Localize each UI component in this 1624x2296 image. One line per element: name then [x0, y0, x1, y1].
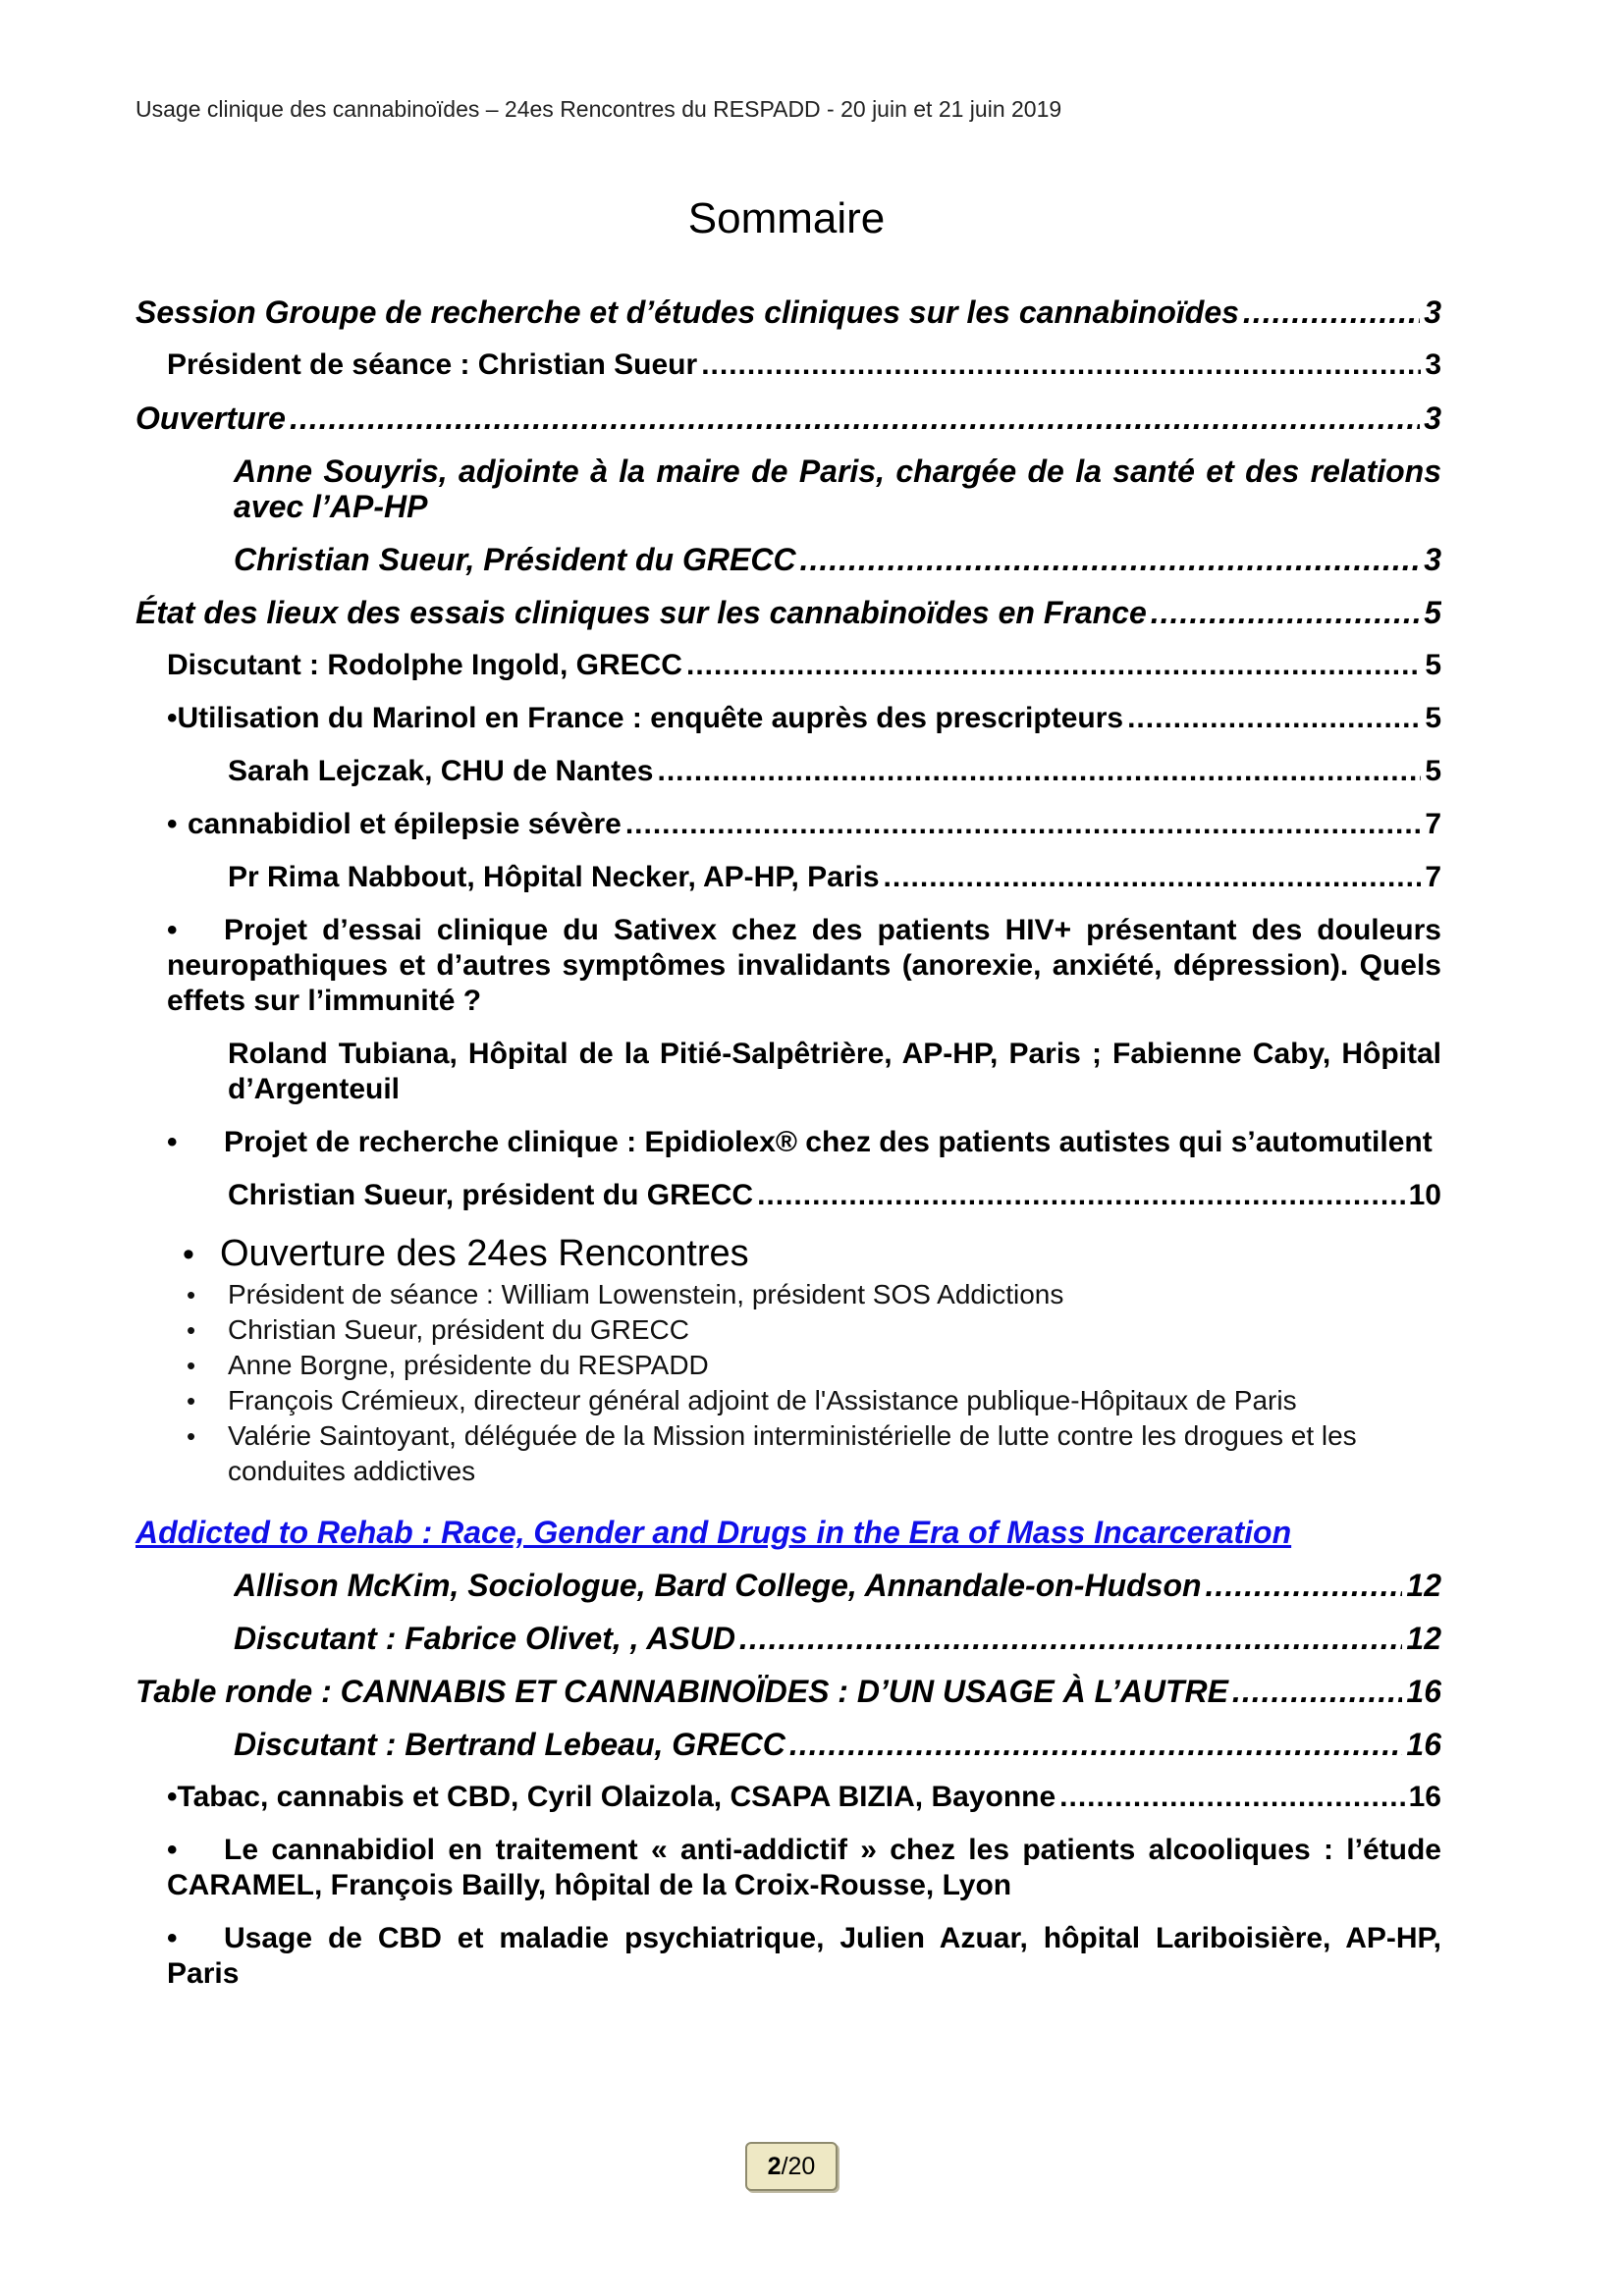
toc-entry[interactable]: Pr Rima Nabbout, Hôpital Necker, AP-HP, Paris ..... 7 [228, 860, 1441, 895]
toc-entry[interactable]: Roland Tubiana, Hôpital de la Pitié-Salpêtrière, AP-HP, Paris ; Fabienne Caby, Hôpital d’Argenteuil [228, 1038, 1441, 1105]
opening-title: • Ouverture des 24es Rencontres [183, 1231, 1441, 1277]
bullet-icon: • [183, 1236, 194, 1273]
toc-entry[interactable]: Anne Souyris, adjointe à la maire de Paris, chargée de la santé et des relations avec l’AP-HP [234, 454, 1441, 524]
list-item: • Valérie Saintoyant, déléguée de la Mission interministérielle de lutte contre les drogues et les conduites addictives [183, 1418, 1441, 1489]
toc-link-addicted-to-rehab[interactable]: Addicted to Rehab : Race, Gender and Drugs in the Era of Mass Incarceration [135, 1515, 1292, 1550]
bullet-icon: • [167, 1126, 178, 1158]
bullet-icon: • [187, 1280, 196, 1309]
toc-entry[interactable]: • Le cannabidiol en traitement « anti-addictif » chez les patients alcooliques : l’étude CARAMEL, François Bailly, hôpital de la Croix-Rousse, Lyon [167, 1834, 1441, 1901]
toc-entry[interactable]: Allison McKim, Sociologue, Bard College, Annandale-on-Hudson ..... 12 [234, 1568, 1441, 1603]
toc-entry[interactable]: Christian Sueur, président du GRECC ..... 10 [228, 1178, 1441, 1213]
bullet-icon: • [187, 1315, 196, 1345]
bullet-icon: • [167, 1834, 178, 1866]
bullet-icon: • [167, 702, 178, 734]
running-header: Usage clinique des cannabinoïdes – 24es Rencontres du RESPADD - 20 juin et 21 juin 2019 [135, 96, 1062, 122]
table-of-contents [135, 294, 1441, 2009]
toc-entry[interactable]: Discutant : Rodolphe Ingold, GRECC ..... 5 [167, 648, 1441, 683]
current-page: 2 [767, 2153, 782, 2180]
list-item: • Président de séance : William Lowenstein, président SOS Addictions [183, 1277, 1441, 1312]
toc-entry[interactable]: Ouverture ..... 3 [135, 400, 1441, 436]
bullet-icon: • [167, 914, 178, 946]
toc-entry[interactable]: Discutant : Fabrice Olivet, , ASUD ..... 12 [234, 1621, 1441, 1656]
toc-entry[interactable]: Session Groupe de recherche et d’études cliniques sur les cannabinoïdes ..... 3 [135, 294, 1441, 330]
bullet-icon: • [167, 808, 178, 840]
opening-list [183, 1277, 1441, 1489]
bullet-icon: • [187, 1386, 196, 1415]
bullet-icon: • [167, 1922, 178, 1954]
toc-entry[interactable]: • Tabac, cannabis et CBD, Cyril Olaizola, CSAPA BIZIA, Bayonne ..... 16 [167, 1780, 1441, 1815]
bullet-icon: • [187, 1421, 196, 1451]
toc-entry[interactable]: État des lieux des essais cliniques sur les cannabinoïdes en France ..... 5 [135, 595, 1441, 630]
list-item: • Anne Borgne, présidente du RESPADD [183, 1348, 1441, 1383]
toc-entry[interactable]: • Projet de recherche clinique : Epidiolex® chez des patients autistes qui s’automutilent [167, 1126, 1433, 1158]
bullet-icon: • [187, 1351, 196, 1380]
total-pages: /20 [781, 2153, 816, 2180]
toc-entry[interactable]: Président de séance : Christian Sueur ..... 3 [167, 347, 1441, 383]
list-item: • Christian Sueur, président du GRECC [183, 1312, 1441, 1348]
toc-entry[interactable]: • Projet d’essai clinique du Sativex chez des patients HIV+ présentant des douleurs neuropathiques et d’autres symptômes invalidants (anorexie, anxiété, dépression). Quels effets sur l’immunité ? [167, 914, 1441, 1017]
toc-entry[interactable]: Table ronde : CANNABIS ET CANNABINOÏDES : D’UN USAGE À L’AUTRE ..... 16 [135, 1674, 1441, 1709]
toc-entry[interactable]: Discutant : Bertrand Lebeau, GRECC ..... 16 [234, 1727, 1441, 1762]
opening-section [183, 1231, 1441, 1489]
list-item: • François Crémieux, directeur général adjoint de l'Assistance publique-Hôpitaux de Paris [183, 1383, 1441, 1418]
toc-entry[interactable]: Christian Sueur, Président du GRECC ..... 3 [234, 542, 1441, 577]
bullet-icon: • [167, 1781, 178, 1813]
toc-entry[interactable]: Sarah Lejczak, CHU de Nantes ..... 5 [228, 754, 1441, 789]
toc-entry[interactable]: • cannabidiol et épilepsie sévère ..... 7 [167, 807, 1441, 842]
toc-entry[interactable]: • Usage de CBD et maladie psychiatrique, Julien Azuar, hôpital Lariboisière, AP-HP, Paris [167, 1922, 1441, 1990]
page-title: Sommaire [687, 194, 886, 242]
toc-entry[interactable]: • Utilisation du Marinol en France : enquête auprès des prescripteurs ..... 5 [167, 701, 1441, 736]
page-number-badge [745, 2142, 838, 2191]
